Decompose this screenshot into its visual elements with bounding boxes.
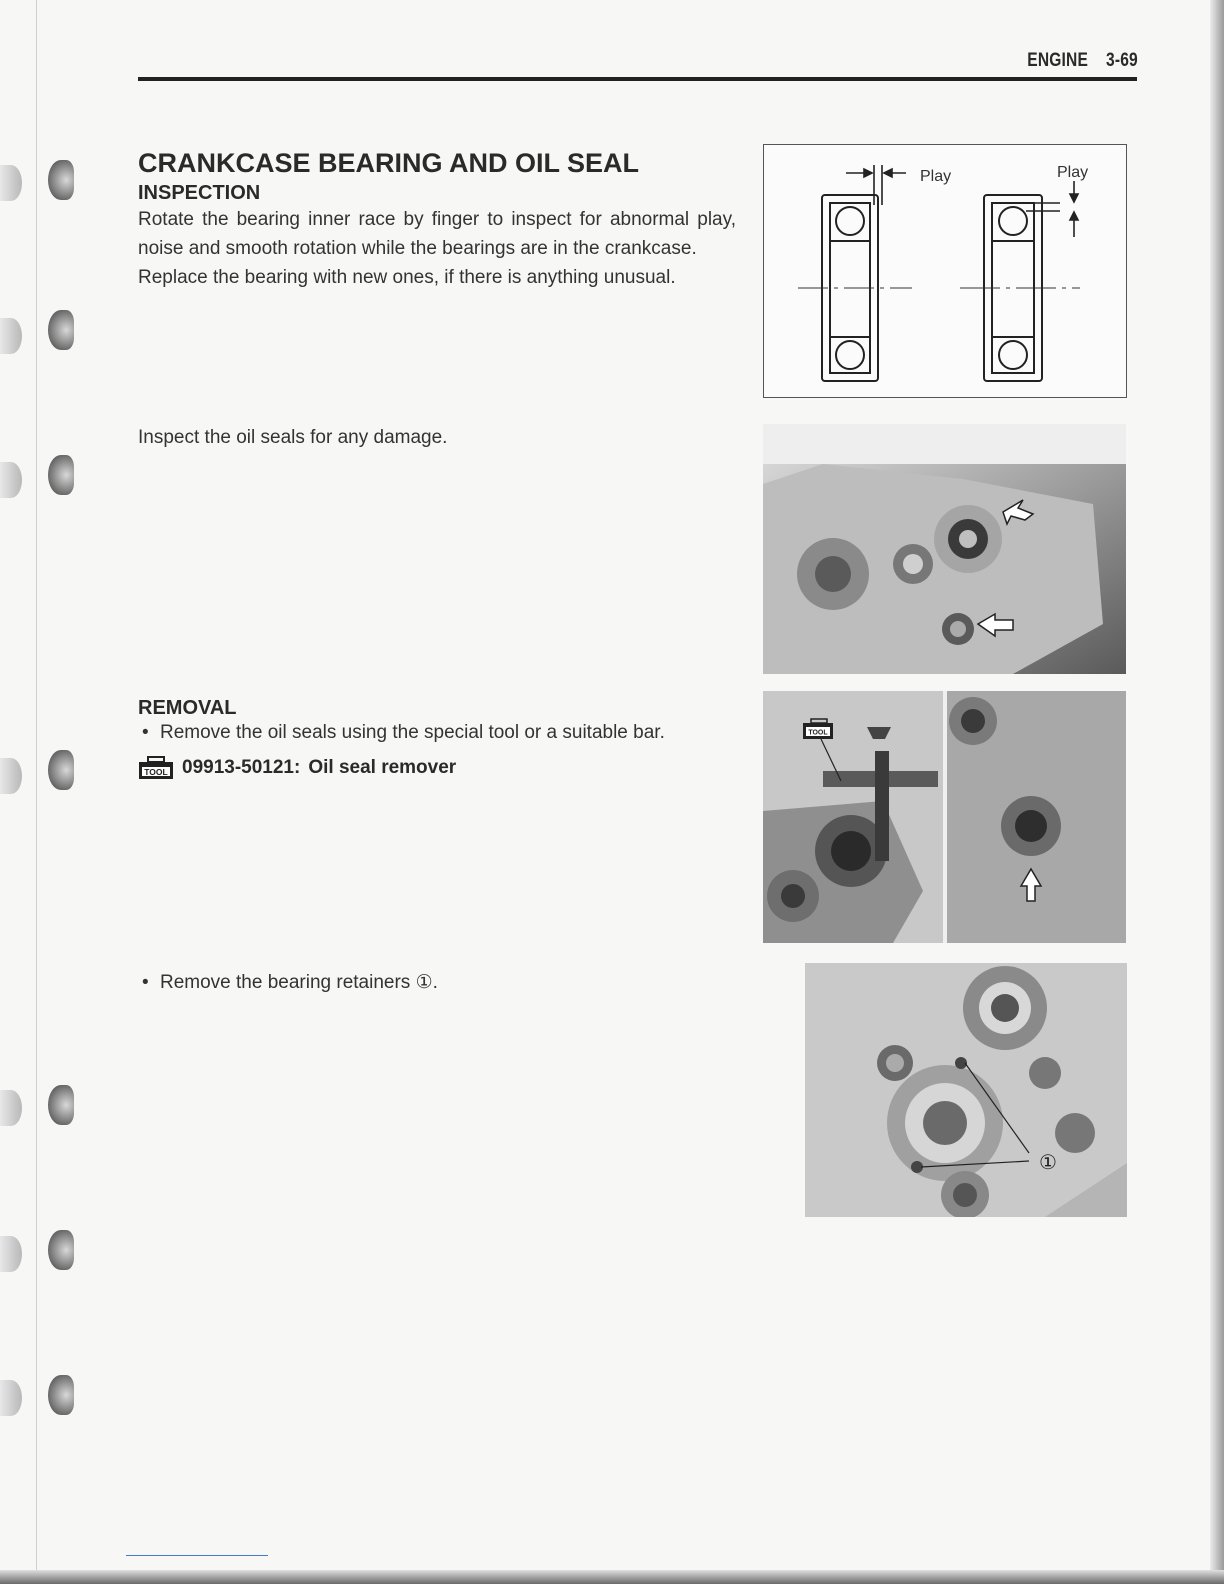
play-label-left: Play [920, 168, 952, 185]
bearing-retainer-photo [805, 963, 1127, 1217]
page-number: 3-69 [1106, 50, 1138, 71]
binder-tab [0, 1380, 22, 1416]
inspection-para-2: Replace the bearing with new ones, if there is anything unusual. [138, 267, 676, 288]
header-rule [138, 77, 1137, 81]
crankcase-photo-svg [763, 424, 1126, 674]
binder-hole [48, 750, 74, 790]
bullet-dot: • [142, 972, 149, 993]
binder-hole [48, 455, 74, 495]
page-bottom-edge [0, 1570, 1224, 1584]
special-tool-line [138, 756, 456, 780]
bearing-play-diagram [763, 144, 1127, 398]
binder-hole [48, 1375, 74, 1415]
tool-name: Oil seal remover [308, 757, 457, 778]
section-name: ENGINE [1027, 50, 1089, 71]
binder-hole [48, 160, 74, 200]
bullet-dot: • [142, 722, 149, 743]
running-head [1027, 50, 1138, 72]
page-title: CRANKCASE BEARING AND OIL SEAL [138, 148, 640, 178]
binder-tab [0, 318, 22, 354]
binder-hole [48, 310, 74, 350]
inspection-text [138, 205, 736, 292]
play-label-right: Play [1057, 164, 1089, 181]
inspection-heading: INSPECTION [138, 182, 261, 204]
binder-hole [48, 1230, 74, 1270]
footer-link-underline [126, 1555, 268, 1556]
page-right-edge [1210, 0, 1224, 1584]
tool-box-icon [138, 756, 174, 780]
tool-badge-label: TOOL [808, 729, 828, 737]
removal-photo-svg [763, 691, 1126, 943]
binder-tab [0, 1090, 22, 1126]
callout-1: ① [1039, 1150, 1057, 1174]
inspection-para-1: Rotate the bearing inner race by finger to inspect for abnormal play, noise and smooth rotation while the bearings are in the crankcase. [138, 209, 736, 259]
binder-tab [0, 165, 22, 201]
tool-number: 09913-50121: [182, 757, 301, 778]
removal-bullet-1 [142, 722, 665, 744]
binder-edge [0, 0, 90, 1584]
retainer-photo-svg [805, 963, 1127, 1217]
removal-heading: REMOVAL [138, 697, 237, 719]
binder-line [36, 0, 37, 1584]
binder-tab [0, 462, 22, 498]
bearing-diagram-svg [764, 145, 1126, 397]
removal-bullet-2 [142, 971, 438, 994]
oil-seal-removal-photo [763, 691, 1126, 943]
removal-bullet-1-text: Remove the oil seals using the special tool or a suitable bar. [160, 722, 665, 743]
binder-tab [0, 1236, 22, 1272]
oil-seal-inspection-text: Inspect the oil seals for any damage. [138, 427, 448, 448]
oil-seal-photo [763, 424, 1126, 674]
binder-hole [48, 1085, 74, 1125]
binder-tab [0, 758, 22, 794]
removal-bullet-2-text: Remove the bearing retainers ①. [160, 972, 438, 993]
svg-text:TOOL: TOOL [144, 767, 168, 777]
